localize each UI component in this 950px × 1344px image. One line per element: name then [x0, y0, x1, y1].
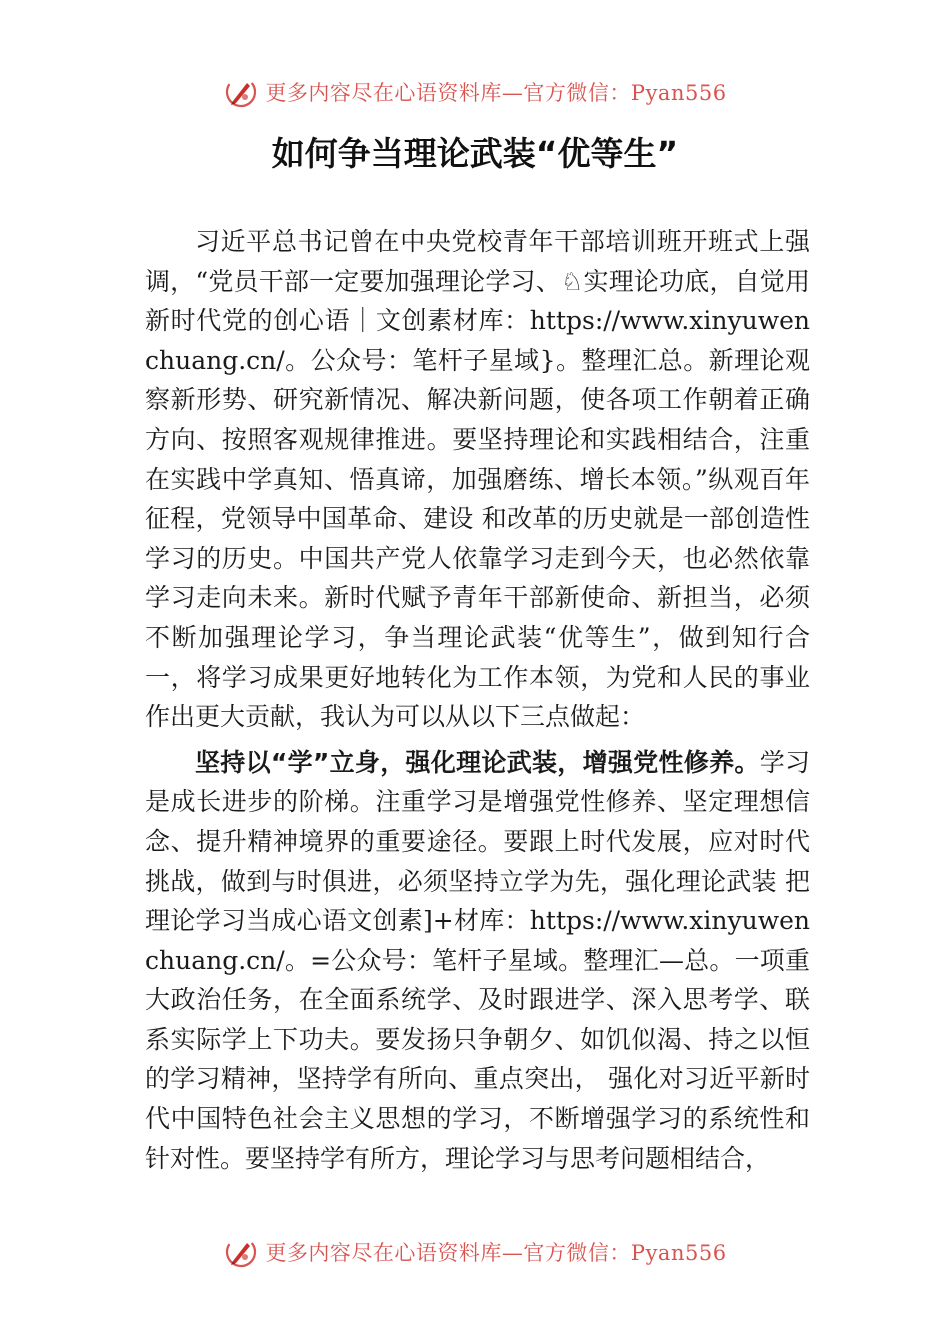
pen-nib-swirl-icon: [223, 74, 259, 110]
paragraph-text: 习近平总书记曾在中央党校青年干部培训班开班式上强调，“党员干部一定要加强理论学习、♘实理论功底，自觉用新时代党的创心语｜文创素材库：https://www.xinyuwenchuang.cn/。公众号：笔杆子星域}。整理汇总。新理论观察新形势、研究新情况、解决新问题，使各项工作朝着正确方向、按照客观规律推进。要坚持理论和实践相结合，注重在实践中学真知、悟真谛，加强磨练、增长本领。”纵观百年征程，党领导中国革命、建设 和改革的历史就是一部创造性学习的历史。中国共产党人依靠学习走到今天，也必然依靠学习走向未来。新时代赋予青年干部新使命、新担当，必须不断加强理论学习，争当理论武装“优等生”，做到知行合一，将学习成果更好地转化为工作本领，为党和人民的事业作出更大贡献，我认为可以从以下三点做起：: [145, 227, 810, 732]
paragraph-intro: [145, 222, 810, 737]
header-watermark: [0, 72, 950, 112]
document-body: [145, 222, 810, 1178]
watermark-text: 更多内容尽在心语资料库—官方微信：Pyan556: [265, 1241, 727, 1265]
paragraph-heading: 坚持以“学”立身，强化理论武装，增强党性修养。: [195, 747, 760, 777]
paragraph-study: [145, 743, 810, 1179]
footer-watermark: [0, 1232, 950, 1272]
page-title: 如何争当理论武装“优等生”: [271, 134, 679, 173]
pen-nib-swirl-icon: [223, 1234, 259, 1270]
paragraph-text: 学习是成长进步的阶梯。注重学习是增强党性修养、坚定理想信念、提升精神境界的重要途径。要跟上时代发展，应对时代挑战，做到与时俱进，必须坚持立学为先，强化理论武装 把理论学习当成心语文创素]+材库：https://www.xinyuwenchuang.cn/。=公众号：笔杆子星域。整理汇—总。一项重大政治任务，在全面系统学、及时跟进学、深入思考学、联系实际学上下功夫。要发扬只争朝夕、如饥似渴、持之以恒的学习精神，坚持学有所向、重点突出， 强化对习近平新时代中国特色社会主义思想的学习，不断增强学习的系统性和针对性。要坚持学有所方，理论学习与思考问题相结合，: [145, 747, 810, 1173]
watermark-text: 更多内容尽在心语资料库—官方微信：Pyan556: [265, 81, 727, 105]
